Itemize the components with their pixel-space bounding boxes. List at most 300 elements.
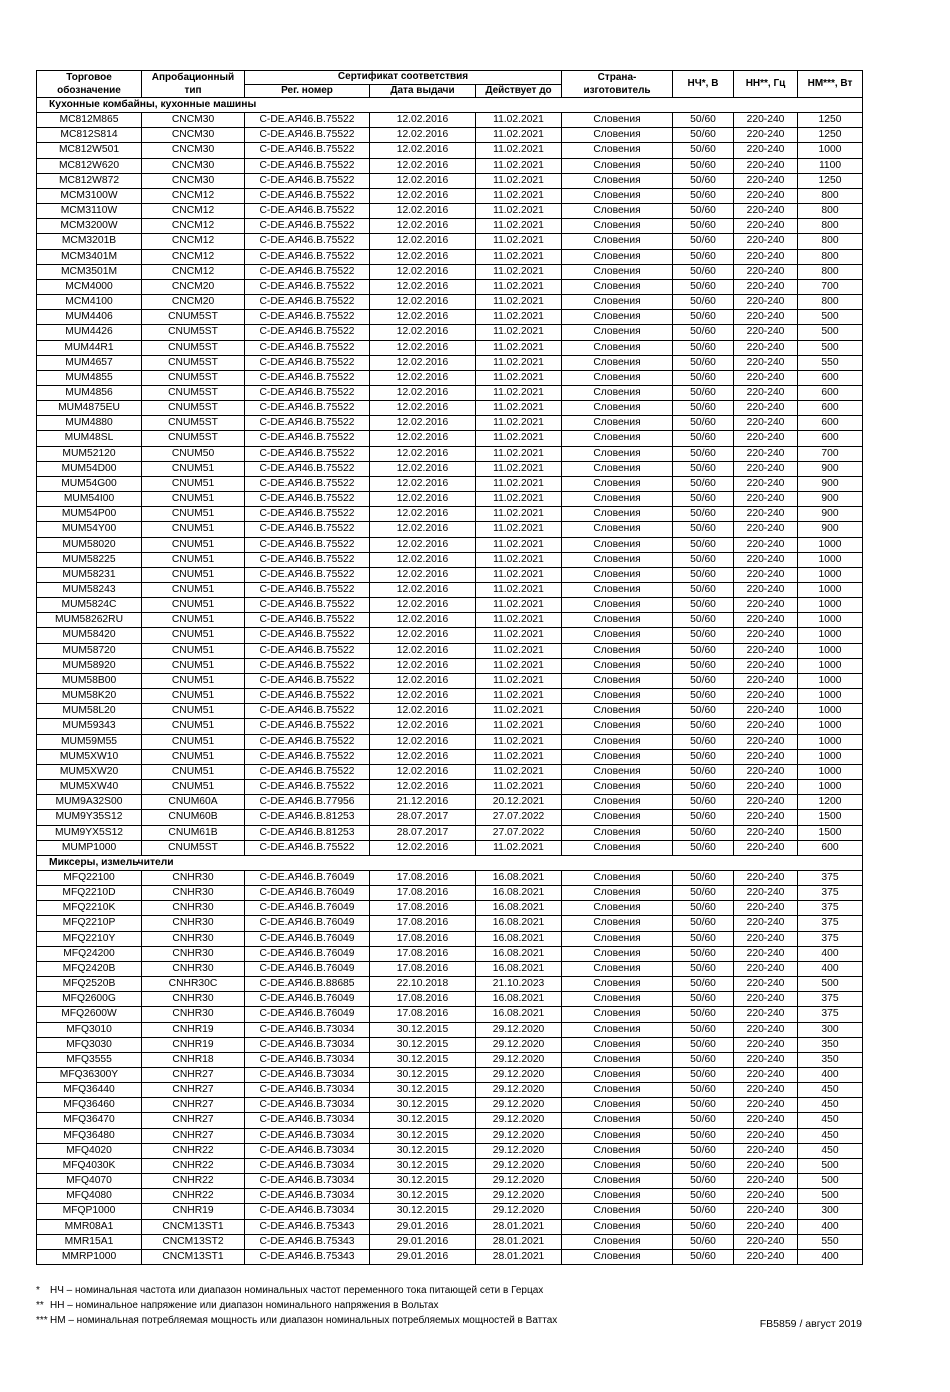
voltage-cell: 220-240 <box>734 279 798 294</box>
valid-until-cell: 11.02.2021 <box>476 628 562 643</box>
valid-until-cell: 11.02.2021 <box>476 204 562 219</box>
table-row <box>37 1068 863 1083</box>
reg-number-cell: C-DE.АЯ46.В.75522 <box>245 219 370 234</box>
voltage-cell: 220-240 <box>734 643 798 658</box>
table-row <box>37 385 863 400</box>
issue-date-cell: 12.02.2016 <box>370 279 476 294</box>
approval-type-cell: CNCM30 <box>142 158 245 173</box>
header-country-label: Страна-изготовитель <box>583 72 651 96</box>
country-cell: Словения <box>562 1158 673 1173</box>
table-row <box>37 1052 863 1067</box>
issue-date-cell: 12.02.2016 <box>370 340 476 355</box>
country-cell: Словения <box>562 370 673 385</box>
voltage-cell: 220-240 <box>734 310 798 325</box>
frequency-cell: 50/60 <box>673 401 734 416</box>
issue-date-cell: 12.02.2016 <box>370 188 476 203</box>
reg-number-cell: C-DE.АЯ46.В.75522 <box>245 128 370 143</box>
valid-until-cell: 11.02.2021 <box>476 295 562 310</box>
valid-until-cell: 11.02.2021 <box>476 340 562 355</box>
issue-date-cell: 12.02.2016 <box>370 583 476 598</box>
power-cell: 1000 <box>798 143 863 158</box>
frequency-cell: 50/60 <box>673 810 734 825</box>
valid-until-cell: 29.12.2020 <box>476 1083 562 1098</box>
issue-date-cell: 17.08.2016 <box>370 992 476 1007</box>
valid-until-cell: 11.02.2021 <box>476 401 562 416</box>
power-cell: 1000 <box>798 719 863 734</box>
voltage-cell: 220-240 <box>734 1143 798 1158</box>
power-cell: 550 <box>798 355 863 370</box>
voltage-cell: 220-240 <box>734 431 798 446</box>
frequency-cell: 50/60 <box>673 492 734 507</box>
issue-date-cell: 12.02.2016 <box>370 476 476 491</box>
footnote-mark: *** <box>36 1315 48 1326</box>
reg-number-cell: C-DE.АЯ46.В.76049 <box>245 961 370 976</box>
approval-type-cell: CNUM61B <box>142 825 245 840</box>
power-cell: 500 <box>798 325 863 340</box>
trade-name-cell: MUM54P00 <box>37 507 142 522</box>
trade-name-cell: MCM4100 <box>37 295 142 310</box>
valid-until-cell: 29.12.2020 <box>476 1143 562 1158</box>
reg-number-cell: C-DE.АЯ46.В.75522 <box>245 537 370 552</box>
approval-type-cell: CNHR30 <box>142 931 245 946</box>
issue-date-cell: 12.02.2016 <box>370 537 476 552</box>
header-approval-type <box>142 71 245 98</box>
frequency-cell: 50/60 <box>673 325 734 340</box>
voltage-cell: 220-240 <box>734 219 798 234</box>
trade-name-cell: MUMP1000 <box>37 840 142 855</box>
trade-name-cell: MFQ4070 <box>37 1174 142 1189</box>
trade-name-cell: MFQ36440 <box>37 1083 142 1098</box>
table-row <box>37 492 863 507</box>
issue-date-cell: 30.12.2015 <box>370 1204 476 1219</box>
reg-number-cell: C-DE.АЯ46.В.73034 <box>245 1113 370 1128</box>
approval-type-cell: CNCM13ST1 <box>142 1249 245 1264</box>
footnotes <box>36 1283 862 1328</box>
power-cell: 1000 <box>798 643 863 658</box>
table-row <box>37 461 863 476</box>
reg-number-cell: C-DE.АЯ46.В.76049 <box>245 946 370 961</box>
reg-number-cell: C-DE.АЯ46.В.75522 <box>245 113 370 128</box>
trade-name-cell: MUM58920 <box>37 658 142 673</box>
reg-number-cell: C-DE.АЯ46.В.75522 <box>245 340 370 355</box>
frequency-cell: 50/60 <box>673 522 734 537</box>
approval-type-cell: CNHR19 <box>142 1022 245 1037</box>
approval-type-cell: CNHR30 <box>142 992 245 1007</box>
reg-number-cell: C-DE.АЯ46.В.75522 <box>245 689 370 704</box>
issue-date-cell: 30.12.2015 <box>370 1189 476 1204</box>
approval-type-cell: CNCM12 <box>142 264 245 279</box>
valid-until-cell: 11.02.2021 <box>476 461 562 476</box>
valid-until-cell: 29.12.2020 <box>476 1022 562 1037</box>
valid-until-cell: 11.02.2021 <box>476 310 562 325</box>
valid-until-cell: 11.02.2021 <box>476 704 562 719</box>
power-cell: 450 <box>798 1083 863 1098</box>
country-cell: Словения <box>562 522 673 537</box>
reg-number-cell: C-DE.АЯ46.В.73034 <box>245 1204 370 1219</box>
voltage-cell: 220-240 <box>734 1189 798 1204</box>
reg-number-cell: C-DE.АЯ46.В.76049 <box>245 901 370 916</box>
country-cell: Словения <box>562 1022 673 1037</box>
header-reg-number: Рег. номер <box>245 84 370 98</box>
approval-type-cell: CNUM5ST <box>142 416 245 431</box>
country-cell: Словения <box>562 204 673 219</box>
country-cell: Словения <box>562 507 673 522</box>
header-trade-label: Торговое обозначение <box>57 72 121 96</box>
header-voltage: НН**, Гц <box>734 71 798 98</box>
issue-date-cell: 12.02.2016 <box>370 295 476 310</box>
table-row <box>37 355 863 370</box>
country-cell: Словения <box>562 552 673 567</box>
power-cell: 1000 <box>798 689 863 704</box>
voltage-cell: 220-240 <box>734 461 798 476</box>
power-cell: 1500 <box>798 810 863 825</box>
table-row <box>37 1128 863 1143</box>
voltage-cell: 220-240 <box>734 1219 798 1234</box>
valid-until-cell: 29.12.2020 <box>476 1037 562 1052</box>
trade-name-cell: MUM9Y35S12 <box>37 810 142 825</box>
country-cell: Словения <box>562 401 673 416</box>
reg-number-cell: C-DE.АЯ46.В.75522 <box>245 598 370 613</box>
valid-until-cell: 29.12.2020 <box>476 1204 562 1219</box>
power-cell: 1000 <box>798 764 863 779</box>
trade-name-cell: MFQ2420B <box>37 961 142 976</box>
power-cell: 800 <box>798 295 863 310</box>
issue-date-cell: 12.02.2016 <box>370 355 476 370</box>
reg-number-cell: C-DE.АЯ46.В.73034 <box>245 1068 370 1083</box>
trade-name-cell: MUM58020 <box>37 537 142 552</box>
approval-type-cell: CNUM50 <box>142 446 245 461</box>
power-cell: 375 <box>798 931 863 946</box>
power-cell: 1000 <box>798 658 863 673</box>
approval-type-cell: CNHR30C <box>142 977 245 992</box>
reg-number-cell: C-DE.АЯ46.В.88685 <box>245 977 370 992</box>
voltage-cell: 220-240 <box>734 1052 798 1067</box>
issue-date-cell: 12.02.2016 <box>370 143 476 158</box>
country-cell: Словения <box>562 446 673 461</box>
issue-date-cell: 12.02.2016 <box>370 673 476 688</box>
approval-type-cell: CNUM51 <box>142 476 245 491</box>
frequency-cell: 50/60 <box>673 870 734 885</box>
valid-until-cell: 11.02.2021 <box>476 113 562 128</box>
power-cell: 900 <box>798 507 863 522</box>
frequency-cell: 50/60 <box>673 279 734 294</box>
valid-until-cell: 21.10.2023 <box>476 977 562 992</box>
power-cell: 350 <box>798 1052 863 1067</box>
voltage-cell: 220-240 <box>734 583 798 598</box>
power-cell: 375 <box>798 901 863 916</box>
approval-type-cell: CNUM60B <box>142 810 245 825</box>
trade-name-cell: MUM4880 <box>37 416 142 431</box>
valid-until-cell: 27.07.2022 <box>476 810 562 825</box>
reg-number-cell: C-DE.АЯ46.В.73034 <box>245 1098 370 1113</box>
header-certificate: Сертификат соответствия <box>245 71 562 85</box>
table-row <box>37 901 863 916</box>
country-cell: Словения <box>562 583 673 598</box>
frequency-cell: 50/60 <box>673 310 734 325</box>
trade-name-cell: MUM5824C <box>37 598 142 613</box>
valid-until-cell: 11.02.2021 <box>476 355 562 370</box>
trade-name-cell: MUM4406 <box>37 310 142 325</box>
voltage-cell: 220-240 <box>734 977 798 992</box>
reg-number-cell: C-DE.АЯ46.В.75522 <box>245 234 370 249</box>
issue-date-cell: 17.08.2016 <box>370 931 476 946</box>
issue-date-cell: 17.08.2016 <box>370 946 476 961</box>
table-row <box>37 628 863 643</box>
trade-name-cell: MCM3110W <box>37 204 142 219</box>
approval-type-cell: CNUM5ST <box>142 310 245 325</box>
power-cell: 900 <box>798 522 863 537</box>
country-cell: Словения <box>562 1249 673 1264</box>
trade-name-cell: MCM4000 <box>37 279 142 294</box>
approval-type-cell: CNHR30 <box>142 946 245 961</box>
issue-date-cell: 12.02.2016 <box>370 219 476 234</box>
approval-type-cell: CNUM51 <box>142 598 245 613</box>
frequency-cell: 50/60 <box>673 1249 734 1264</box>
approval-type-cell: CNUM5ST <box>142 431 245 446</box>
table-row <box>37 719 863 734</box>
reg-number-cell: C-DE.АЯ46.В.75522 <box>245 355 370 370</box>
power-cell: 300 <box>798 1022 863 1037</box>
reg-number-cell: C-DE.АЯ46.В.75343 <box>245 1234 370 1249</box>
country-cell: Словения <box>562 1234 673 1249</box>
issue-date-cell: 30.12.2015 <box>370 1022 476 1037</box>
approval-type-cell: CNCM12 <box>142 188 245 203</box>
reg-number-cell: C-DE.АЯ46.В.75522 <box>245 552 370 567</box>
table-row <box>37 598 863 613</box>
table-row <box>37 1158 863 1173</box>
voltage-cell: 220-240 <box>734 249 798 264</box>
trade-name-cell: MFQ3010 <box>37 1022 142 1037</box>
power-cell: 1000 <box>798 673 863 688</box>
table-row <box>37 1219 863 1234</box>
approval-type-cell: CNCM30 <box>142 113 245 128</box>
approval-type-cell: CNUM51 <box>142 461 245 476</box>
issue-date-cell: 12.02.2016 <box>370 158 476 173</box>
power-cell: 550 <box>798 1234 863 1249</box>
power-cell: 500 <box>798 1174 863 1189</box>
approval-type-cell: CNHR30 <box>142 870 245 885</box>
valid-until-cell: 11.02.2021 <box>476 537 562 552</box>
valid-until-cell: 11.02.2021 <box>476 249 562 264</box>
issue-date-cell: 12.02.2016 <box>370 613 476 628</box>
reg-number-cell: C-DE.АЯ46.В.75522 <box>245 613 370 628</box>
power-cell: 600 <box>798 385 863 400</box>
issue-date-cell: 21.12.2016 <box>370 795 476 810</box>
valid-until-cell: 29.12.2020 <box>476 1189 562 1204</box>
issue-date-cell: 22.10.2018 <box>370 977 476 992</box>
trade-name-cell: MUM54D00 <box>37 461 142 476</box>
approval-type-cell: CNUM51 <box>142 749 245 764</box>
approval-type-cell: CNUM51 <box>142 613 245 628</box>
power-cell: 600 <box>798 416 863 431</box>
frequency-cell: 50/60 <box>673 1143 734 1158</box>
valid-until-cell: 11.02.2021 <box>476 446 562 461</box>
frequency-cell: 50/60 <box>673 188 734 203</box>
issue-date-cell: 30.12.2015 <box>370 1174 476 1189</box>
approval-type-cell: CNCM13ST1 <box>142 1219 245 1234</box>
valid-until-cell: 29.12.2020 <box>476 1158 562 1173</box>
table-row <box>37 507 863 522</box>
issue-date-cell: 12.02.2016 <box>370 780 476 795</box>
table-row <box>37 673 863 688</box>
table-row <box>37 552 863 567</box>
trade-name-cell: MFQ22100 <box>37 870 142 885</box>
frequency-cell: 50/60 <box>673 961 734 976</box>
reg-number-cell: C-DE.АЯ46.В.75522 <box>245 173 370 188</box>
valid-until-cell: 11.02.2021 <box>476 840 562 855</box>
approval-type-cell: CNHR27 <box>142 1113 245 1128</box>
trade-name-cell: MMRP1000 <box>37 1249 142 1264</box>
trade-name-cell: MUM4875EU <box>37 401 142 416</box>
reg-number-cell: C-DE.АЯ46.В.73034 <box>245 1174 370 1189</box>
power-cell: 450 <box>798 1128 863 1143</box>
table-row <box>37 1143 863 1158</box>
voltage-cell: 220-240 <box>734 916 798 931</box>
country-cell: Словения <box>562 158 673 173</box>
country-cell: Словения <box>562 1052 673 1067</box>
frequency-cell: 50/60 <box>673 143 734 158</box>
trade-name-cell: MUM58B00 <box>37 673 142 688</box>
approval-type-cell: CNHR22 <box>142 1158 245 1173</box>
issue-date-cell: 12.02.2016 <box>370 552 476 567</box>
issue-date-cell: 30.12.2015 <box>370 1143 476 1158</box>
reg-number-cell: C-DE.АЯ46.В.75522 <box>245 507 370 522</box>
trade-name-cell: MC812M865 <box>37 113 142 128</box>
reg-number-cell: C-DE.АЯ46.В.75522 <box>245 279 370 294</box>
frequency-cell: 50/60 <box>673 840 734 855</box>
power-cell: 1000 <box>798 583 863 598</box>
voltage-cell: 220-240 <box>734 295 798 310</box>
country-cell: Словения <box>562 340 673 355</box>
country-cell: Словения <box>562 825 673 840</box>
voltage-cell: 220-240 <box>734 567 798 582</box>
issue-date-cell: 12.02.2016 <box>370 416 476 431</box>
footnote-mark: ** <box>36 1300 44 1311</box>
reg-number-cell: C-DE.АЯ46.В.75522 <box>245 143 370 158</box>
reg-number-cell: C-DE.АЯ46.В.75522 <box>245 431 370 446</box>
trade-name-cell: MC812W872 <box>37 173 142 188</box>
country-cell: Словения <box>562 1143 673 1158</box>
power-cell: 800 <box>798 204 863 219</box>
approval-type-cell: CNUM51 <box>142 492 245 507</box>
reg-number-cell: C-DE.АЯ46.В.75522 <box>245 492 370 507</box>
voltage-cell: 220-240 <box>734 1204 798 1219</box>
trade-name-cell: MUM59343 <box>37 719 142 734</box>
frequency-cell: 50/60 <box>673 461 734 476</box>
issue-date-cell: 12.02.2016 <box>370 749 476 764</box>
approval-type-cell: CNUM51 <box>142 734 245 749</box>
reg-number-cell: C-DE.АЯ46.В.75522 <box>245 370 370 385</box>
country-cell: Словения <box>562 689 673 704</box>
frequency-cell: 50/60 <box>673 901 734 916</box>
issue-date-cell: 28.07.2017 <box>370 810 476 825</box>
frequency-cell: 50/60 <box>673 749 734 764</box>
frequency-cell: 50/60 <box>673 795 734 810</box>
trade-name-cell: MFQ2210D <box>37 886 142 901</box>
valid-until-cell: 28.01.2021 <box>476 1219 562 1234</box>
voltage-cell: 220-240 <box>734 340 798 355</box>
voltage-cell: 220-240 <box>734 795 798 810</box>
valid-until-cell: 29.12.2020 <box>476 1113 562 1128</box>
approval-type-cell: CNUM51 <box>142 583 245 598</box>
valid-until-cell: 28.01.2021 <box>476 1234 562 1249</box>
voltage-cell: 220-240 <box>734 416 798 431</box>
issue-date-cell: 17.08.2016 <box>370 870 476 885</box>
issue-date-cell: 12.02.2016 <box>370 385 476 400</box>
trade-name-cell: MUM48SL <box>37 431 142 446</box>
voltage-cell: 220-240 <box>734 1249 798 1264</box>
frequency-cell: 50/60 <box>673 719 734 734</box>
country-cell: Словения <box>562 840 673 855</box>
valid-until-cell: 11.02.2021 <box>476 264 562 279</box>
issue-date-cell: 12.02.2016 <box>370 249 476 264</box>
frequency-cell: 50/60 <box>673 158 734 173</box>
power-cell: 500 <box>798 977 863 992</box>
issue-date-cell: 12.02.2016 <box>370 522 476 537</box>
country-cell: Словения <box>562 916 673 931</box>
frequency-cell: 50/60 <box>673 689 734 704</box>
issue-date-cell: 12.02.2016 <box>370 689 476 704</box>
country-cell: Словения <box>562 234 673 249</box>
frequency-cell: 50/60 <box>673 643 734 658</box>
voltage-cell: 220-240 <box>734 1113 798 1128</box>
country-cell: Словения <box>562 1128 673 1143</box>
country-cell: Словения <box>562 658 673 673</box>
voltage-cell: 220-240 <box>734 613 798 628</box>
country-cell: Словения <box>562 795 673 810</box>
table-row <box>37 764 863 779</box>
table-row <box>37 431 863 446</box>
trade-name-cell: MUM5XW10 <box>37 749 142 764</box>
table-row <box>37 537 863 552</box>
reg-number-cell: C-DE.АЯ46.В.76049 <box>245 916 370 931</box>
trade-name-cell: MC812W620 <box>37 158 142 173</box>
reg-number-cell: C-DE.АЯ46.В.73034 <box>245 1037 370 1052</box>
reg-number-cell: C-DE.АЯ46.В.75343 <box>245 1219 370 1234</box>
issue-date-cell: 12.02.2016 <box>370 643 476 658</box>
frequency-cell: 50/60 <box>673 1189 734 1204</box>
approval-type-cell: CNUM51 <box>142 689 245 704</box>
voltage-cell: 220-240 <box>734 886 798 901</box>
reg-number-cell: C-DE.АЯ46.В.75522 <box>245 583 370 598</box>
power-cell: 400 <box>798 1219 863 1234</box>
table-row <box>37 446 863 461</box>
trade-name-cell: MFQ36480 <box>37 1128 142 1143</box>
issue-date-cell: 12.02.2016 <box>370 370 476 385</box>
footnote-mark: * <box>36 1285 40 1296</box>
reg-number-cell: C-DE.АЯ46.В.75522 <box>245 567 370 582</box>
header-valid-until: Действует до <box>476 84 562 98</box>
frequency-cell: 50/60 <box>673 476 734 491</box>
valid-until-cell: 11.02.2021 <box>476 658 562 673</box>
reg-number-cell: C-DE.АЯ46.В.75522 <box>245 385 370 400</box>
country-cell: Словения <box>562 173 673 188</box>
issue-date-cell: 12.02.2016 <box>370 840 476 855</box>
valid-until-cell: 11.02.2021 <box>476 522 562 537</box>
table-body <box>37 98 863 1265</box>
valid-until-cell: 11.02.2021 <box>476 613 562 628</box>
country-cell: Словения <box>562 901 673 916</box>
voltage-cell: 220-240 <box>734 1068 798 1083</box>
section-header-row <box>37 98 863 113</box>
frequency-cell: 50/60 <box>673 1158 734 1173</box>
section-title: Кухонные комбайны, кухонные машины <box>37 98 863 113</box>
trade-name-cell: MCM3100W <box>37 188 142 203</box>
power-cell: 1000 <box>798 552 863 567</box>
country-cell: Словения <box>562 143 673 158</box>
footnote-text: НЧ – номинальная частота или диапазон номинальных частот переменного тока питающей сети в Герцах <box>50 1285 544 1296</box>
approval-type-cell: CNUM51 <box>142 719 245 734</box>
